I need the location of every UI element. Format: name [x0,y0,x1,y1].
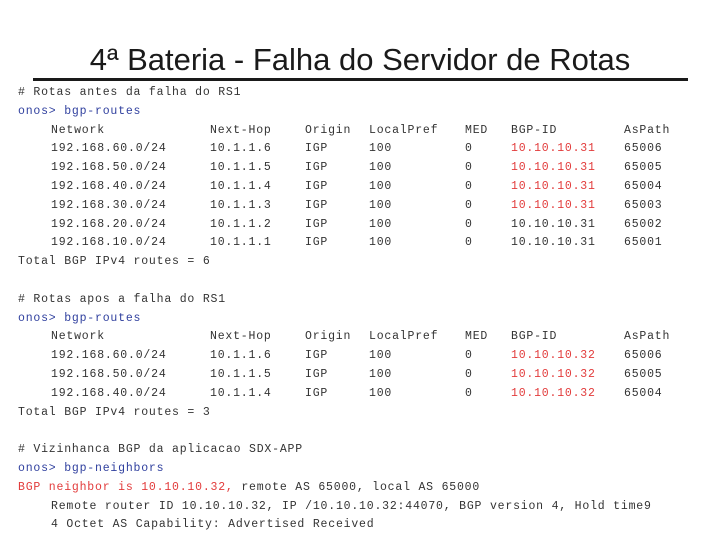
table-row [18,178,718,197]
cell-origin: IGP [305,349,329,363]
cell-next-hop: 10.1.1.1 [210,236,272,250]
cell-aspath: 65005 [624,161,663,175]
cell-med: 0 [465,198,473,212]
cell-med: 0 [465,236,473,250]
cell-next-hop: 10.1.1.2 [210,217,272,231]
cell-bgp-id: 10.10.10.31 [511,142,596,156]
cell-origin: IGP [305,236,329,250]
comment-line: # Rotas antes da falha do RS1 [18,86,242,99]
cell-next-hop: 10.1.1.4 [210,179,272,193]
command-line: onos> bgp-routes [18,104,142,118]
header-aspath: AsPath [624,330,671,344]
cell-med: 0 [465,179,473,193]
table-row [18,347,718,366]
header-network: Network [51,330,105,344]
cell-localpref: 100 [369,236,393,250]
header-next-hop: Next-Hop [210,330,272,344]
comment-line: # Rotas apos a falha do RS1 [18,292,226,306]
cell-localpref: 100 [369,386,393,400]
total-routes-line: Total BGP IPv4 routes = 3 [18,405,211,419]
cell-next-hop: 10.1.1.6 [210,349,272,363]
cell-origin: IGP [305,217,329,231]
terminal-output [18,84,718,535]
cell-med: 0 [465,386,473,400]
table-header [18,122,718,141]
cell-bgp-id: 10.10.10.31 [511,217,596,231]
cell-aspath: 65005 [624,367,663,381]
cell-network: 192.168.60.0/24 [51,142,167,156]
table-row [18,234,718,253]
cell-network: 192.168.50.0/24 [51,161,167,175]
header-localpref: LocalPref [369,123,439,137]
table-row [18,216,718,235]
cell-network: 192.168.20.0/24 [51,217,167,231]
header-next-hop: Next-Hop [210,123,272,137]
cell-aspath: 65004 [624,386,663,400]
header-bgp-id: BGP-ID [511,123,558,137]
blank-line [18,422,718,441]
cell-localpref: 100 [369,142,393,156]
header-origin: Origin [305,330,352,344]
cell-localpref: 100 [369,161,393,175]
cell-aspath: 65001 [624,236,663,250]
cell-network: 192.168.50.0/24 [51,367,167,381]
cell-next-hop: 10.1.1.5 [210,367,272,381]
command-line: onos> bgp-neighbors [18,461,165,475]
comment-line: # Vizinhanca BGP da aplicacao SDX-APP [18,443,303,457]
cell-aspath: 65006 [624,349,663,363]
cell-med: 0 [465,349,473,363]
cell-aspath: 65004 [624,179,663,193]
command-line: onos> bgp-routes [18,311,142,325]
cell-localpref: 100 [369,179,393,193]
neighbor-as-info: remote AS 65000, local AS 65000 [233,480,481,494]
neighbor-line [18,479,718,498]
cell-aspath: 65002 [624,217,663,231]
table-row [18,197,718,216]
table-header [18,328,718,347]
cell-origin: IGP [305,161,329,175]
cell-origin: IGP [305,386,329,400]
cell-bgp-id: 10.10.10.32 [511,367,596,381]
cell-aspath: 65003 [624,198,663,212]
cell-next-hop: 10.1.1.4 [210,386,272,400]
cell-med: 0 [465,367,473,381]
cell-origin: IGP [305,142,329,156]
cell-aspath: 65006 [624,142,663,156]
cell-bgp-id: 10.10.10.31 [511,179,596,193]
cell-localpref: 100 [369,198,393,212]
cell-origin: IGP [305,198,329,212]
cell-localpref: 100 [369,349,393,363]
cell-next-hop: 10.1.1.3 [210,198,272,212]
total-routes-line: Total BGP IPv4 routes = 6 [18,255,211,269]
table-row [18,385,718,404]
cell-network: 192.168.40.0/24 [51,386,167,400]
cell-network: 192.168.30.0/24 [51,198,167,212]
header-med: MED [465,123,489,137]
cell-bgp-id: 10.10.10.31 [511,198,596,212]
header-origin: Origin [305,123,352,137]
cell-next-hop: 10.1.1.6 [210,142,272,156]
cell-bgp-id: 10.10.10.32 [511,386,596,400]
cell-localpref: 100 [369,367,393,381]
cell-network: 192.168.60.0/24 [51,349,167,363]
cell-next-hop: 10.1.1.5 [210,161,272,175]
slide-title: 4ª Bateria - Falha do Servidor de Rotas [89,42,631,77]
cell-med: 0 [465,142,473,156]
cell-origin: IGP [305,179,329,193]
header-med: MED [465,330,489,344]
table-row [18,159,718,178]
cell-med: 0 [465,161,473,175]
neighbor-detail: Remote router ID 10.10.10.32, IP /10.10.10.32:44070, BGP version 4, Hold time9 [51,499,652,513]
cell-bgp-id: 10.10.10.32 [511,349,596,363]
header-network: Network [51,123,105,137]
cell-bgp-id: 10.10.10.31 [511,236,596,250]
title-underline [33,78,688,81]
cell-bgp-id: 10.10.10.31 [511,161,596,175]
neighbor-capability: 4 Octet AS Capability: Advertised Received [51,518,375,532]
cell-network: 192.168.10.0/24 [51,236,167,250]
header-bgp-id: BGP-ID [511,330,558,344]
cell-localpref: 100 [369,217,393,231]
cell-med: 0 [465,217,473,231]
table-row [18,366,718,385]
cell-origin: IGP [305,367,329,381]
header-localpref: LocalPref [369,330,439,344]
neighbor-id: BGP neighbor is 10.10.10.32, [18,480,234,494]
cell-network: 192.168.40.0/24 [51,179,167,193]
blank-line [18,272,718,291]
header-aspath: AsPath [624,123,671,137]
table-row [18,140,718,159]
